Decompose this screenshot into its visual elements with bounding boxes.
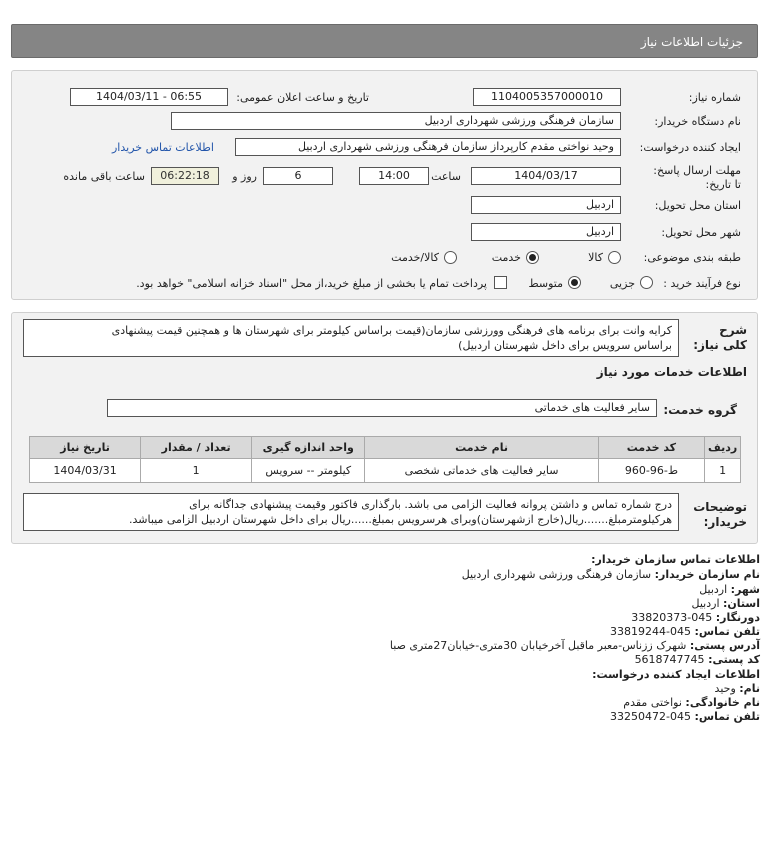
city-field: اردبیل: [471, 223, 621, 241]
province-field: اردبیل: [471, 196, 621, 214]
contact-postal: کد پستی: 5618747745: [634, 653, 760, 666]
creator-first-name: نام: وحید: [714, 682, 760, 695]
cell-row: 1: [705, 459, 741, 483]
contact-address: آدرس پستی: شهرک ززناس-معبر ماقبل آخرخیابان 30متری-خیابان27متری صبا: [389, 639, 760, 652]
remaining-label: ساعت باقی مانده: [63, 170, 145, 183]
summary-box: [23, 319, 679, 357]
creator-last-name: نام خانوادگی: نواختی مقدم: [623, 696, 760, 709]
col-name-header: نام خدمت: [365, 437, 598, 459]
deadline-time-field: 14:00: [359, 167, 429, 185]
deadline-time-label: ساعت: [431, 170, 461, 183]
buyer-notes-box: [23, 493, 679, 531]
services-title: اطلاعات خدمات مورد نیاز: [596, 365, 747, 379]
category-label: طبقه بندی موضوعی:: [643, 251, 741, 264]
service-group-field: سایر فعالیت های خدماتی: [107, 399, 657, 417]
creator-phone: تلفن تماس: 045-33250472: [610, 710, 760, 723]
cell-code: ط-96-960: [598, 459, 705, 483]
need-number-label: شماره نیاز:: [688, 91, 741, 104]
creator-info-title: اطلاعات ایجاد کننده درخواست:: [592, 668, 760, 681]
cell-name: سایر فعالیت های خدماتی شخصی: [365, 459, 598, 483]
cell-date: 1404/03/31: [30, 459, 141, 483]
process-radio-minor[interactable]: [640, 276, 653, 289]
days-label: روز و: [232, 170, 257, 183]
deadline-label: مهلت ارسال پاسخ: تا تاریخ:: [653, 164, 741, 191]
need-number-field: 1104005357000010: [473, 88, 621, 106]
table-header-row: [30, 437, 741, 459]
province-label: استان محل تحویل:: [654, 199, 741, 212]
buyer-contact-link[interactable]: اطلاعات تماس خریدار: [112, 141, 214, 154]
process-option-minor: جزیی: [609, 277, 635, 290]
col-date-header: تاریخ نیاز: [30, 437, 141, 459]
buyer-notes-line-2: هرکیلومترمبلغ.......ریال(خارج ازشهرستان)وبرای هرسرویس بمبلغ......ریال برای داخل شهرستان اردبیل الزامی میباشد.: [129, 513, 672, 526]
need-info-panel: [11, 70, 758, 300]
remaining-time-field: 06:22:18: [151, 167, 219, 185]
summary-line-2: براساس سرویس برای داخل شهرستان اردبیل): [458, 339, 672, 352]
days-field: 6: [263, 167, 333, 185]
services-table: [29, 436, 741, 483]
announce-label: تاریخ و ساعت اعلان عمومی:: [236, 91, 369, 104]
contact-org: نام سازمان خریدار: سازمان فرهنگی ورزشی شهرداری اردبیل: [461, 568, 760, 581]
deadline-date-field: 1404/03/17: [471, 167, 621, 185]
process-label: نوع فرآیند خرید :: [663, 277, 741, 290]
col-code-header: کد خدمت: [598, 437, 705, 459]
buyer-notes-line-1: درج شماره تماس و داشتن پروانه فعالیت الزامی می باشد. بارگذاری فاکتور وقیمت پیشنهادی جداگانه برای: [189, 498, 672, 511]
city-label: شهر محل تحویل:: [661, 226, 741, 239]
summary-label: شرح کلی نیاز:: [693, 323, 747, 352]
buyer-org-label: نام دستگاه خریدار:: [654, 115, 741, 128]
category-option-service: خدمت: [491, 251, 521, 264]
contact-phone: تلفن تماس: 045-33819244: [610, 625, 760, 638]
col-row-header: ردیف: [705, 437, 741, 459]
category-option-goods: کالا: [588, 251, 603, 264]
cell-qty: 1: [141, 459, 252, 483]
announce-field: 1404/03/11 - 06:55: [70, 88, 228, 106]
contact-fax: دورنگار: 045-33820373: [631, 611, 760, 624]
category-radio-goods[interactable]: [608, 251, 621, 264]
contact-title: اطلاعات تماس سازمان خریدار:: [591, 553, 760, 566]
category-radio-goods-service[interactable]: [444, 251, 457, 264]
col-unit-header: واحد اندازه گیری: [252, 437, 365, 459]
col-qty-header: تعداد / مقدار: [141, 437, 252, 459]
creator-label: ایجاد کننده درخواست:: [639, 141, 741, 154]
contact-city: شهر: اردبیل: [699, 583, 760, 596]
service-group-label: گروه خدمت:: [663, 403, 737, 417]
buyer-notes-label: توضیحات خریدار:: [693, 500, 747, 529]
process-radio-medium[interactable]: [568, 276, 581, 289]
summary-line-1: کرایه وانت برای برنامه های فرهنگی وورزشی سازمان(قیمت براساس کیلومتر برای شهرستان ها و همچنین قیمت پیشنهادی: [111, 324, 672, 337]
table-row[interactable]: [30, 459, 741, 483]
cell-unit: کیلومتر -- سرویس: [252, 459, 365, 483]
need-details-panel: [11, 312, 758, 544]
treasury-checkbox[interactable]: [494, 276, 507, 289]
creator-field: وحید نواختی مقدم کارپرداز سازمان فرهنگی ورزشی شهرداری اردبیل: [235, 138, 621, 156]
contact-province: استان: اردبیل: [691, 597, 760, 610]
category-option-goods-service: کالا/خدمت: [391, 251, 439, 264]
buyer-org-field: سازمان فرهنگی ورزشی شهرداری اردبیل: [171, 112, 621, 130]
treasury-note: پرداخت تمام یا بخشی از مبلغ خرید،از محل "اسناد خزانه اسلامی" خواهد بود.: [136, 277, 487, 290]
page-title: جزئیات اطلاعات نیاز: [640, 35, 743, 49]
category-radio-service[interactable]: [526, 251, 539, 264]
process-option-medium: متوسط: [528, 277, 563, 290]
page-header: [11, 24, 758, 58]
